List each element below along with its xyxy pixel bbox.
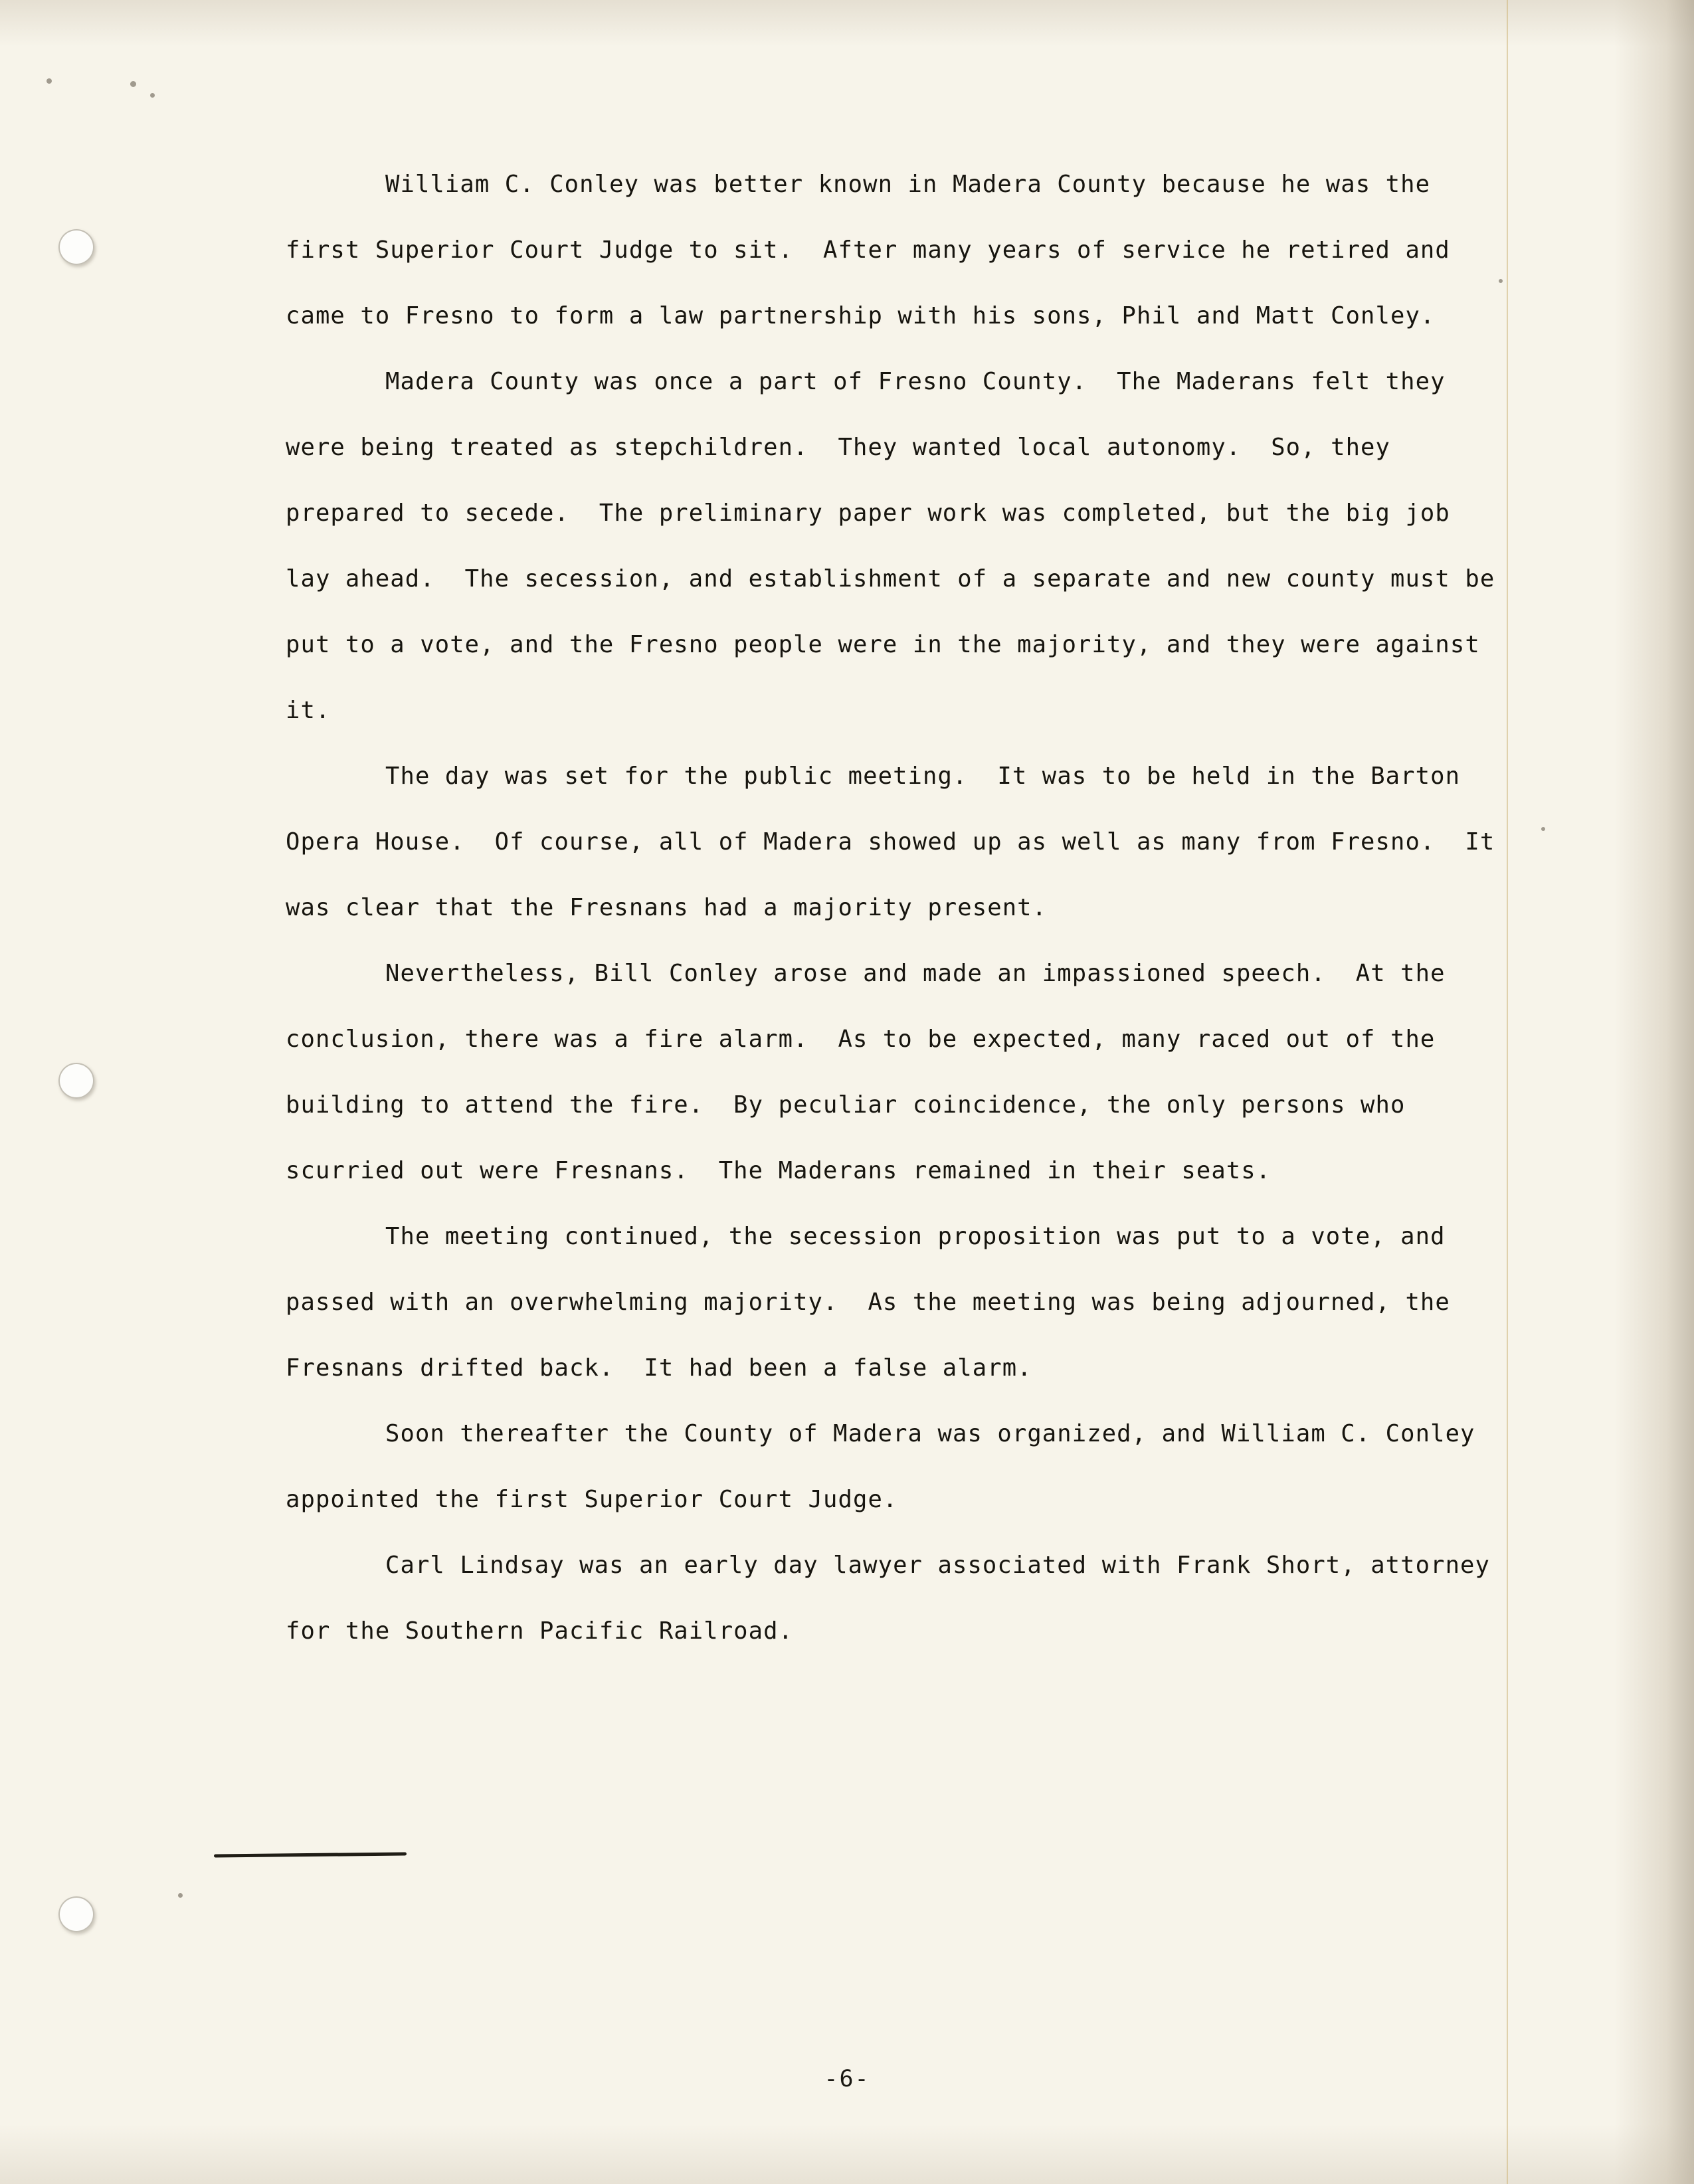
paper-shading-bottom [0, 2124, 1694, 2184]
binder-punch-hole [58, 1063, 94, 1099]
paragraph: Madera County was once a part of Fresno County. The Maderans felt they were being treated as stepchildren. They wanted local autonomy. So, they prepared to secede. The preliminary paper work was completed, but the big job lay ahead. The secession, and establishment of a separate and new county must be put to a vote, and the Fresno people were in the majority, and they were against it. [286, 368, 1510, 724]
paper-speck [150, 93, 155, 98]
paragraph: Nevertheless, Bill Conley arose and made an impassioned speech. At the conclusion, there was a fire alarm. As to be expected, many raced out of the building to attend the fire. By peculiar coincidence, the only persons who scurried out were Fresnans. The Maderans remained in their seats. [286, 960, 1461, 1184]
paper-speck [178, 1893, 183, 1898]
paragraph: Carl Lindsay was an early day lawyer associated with Frank Short, attorney for the Southern Pacific Railroad. [286, 1552, 1505, 1645]
paper-speck [1541, 827, 1545, 831]
paper-speck [47, 78, 52, 84]
handwritten-underline-mark [214, 1852, 407, 1857]
paper-speck [130, 81, 136, 87]
page-number: -6- [824, 2066, 870, 2092]
binder-punch-hole [58, 229, 94, 265]
binder-punch-hole [58, 1896, 94, 1932]
paper-shading-top [0, 0, 1694, 46]
paragraph: William C. Conley was better known in Madera County because he was the first Superior Court Judge to sit. After many years of service he retired and came to Fresno to form a law partnership with his sons, Phil and Matt Conley. [286, 171, 1465, 329]
paragraph: The day was set for the public meeting. It was to be held in the Barton Opera House. Of course, all of Madera showed up as well as many from Fresno. It was clear that the Fresnans had a majority present. [286, 763, 1510, 921]
paragraph: The meeting continued, the secession proposition was put to a vote, and passed with an overwhelming majority. As the meeting was being adjourned, the Fresnans drifted back. It had been a false alarm. [286, 1223, 1465, 1382]
document-body [286, 151, 1508, 1664]
paragraph: Soon thereafter the County of Madera was organized, and William C. Conley appointed the first Superior Court Judge. [286, 1420, 1490, 1513]
paper-shading-right [1614, 0, 1694, 2184]
